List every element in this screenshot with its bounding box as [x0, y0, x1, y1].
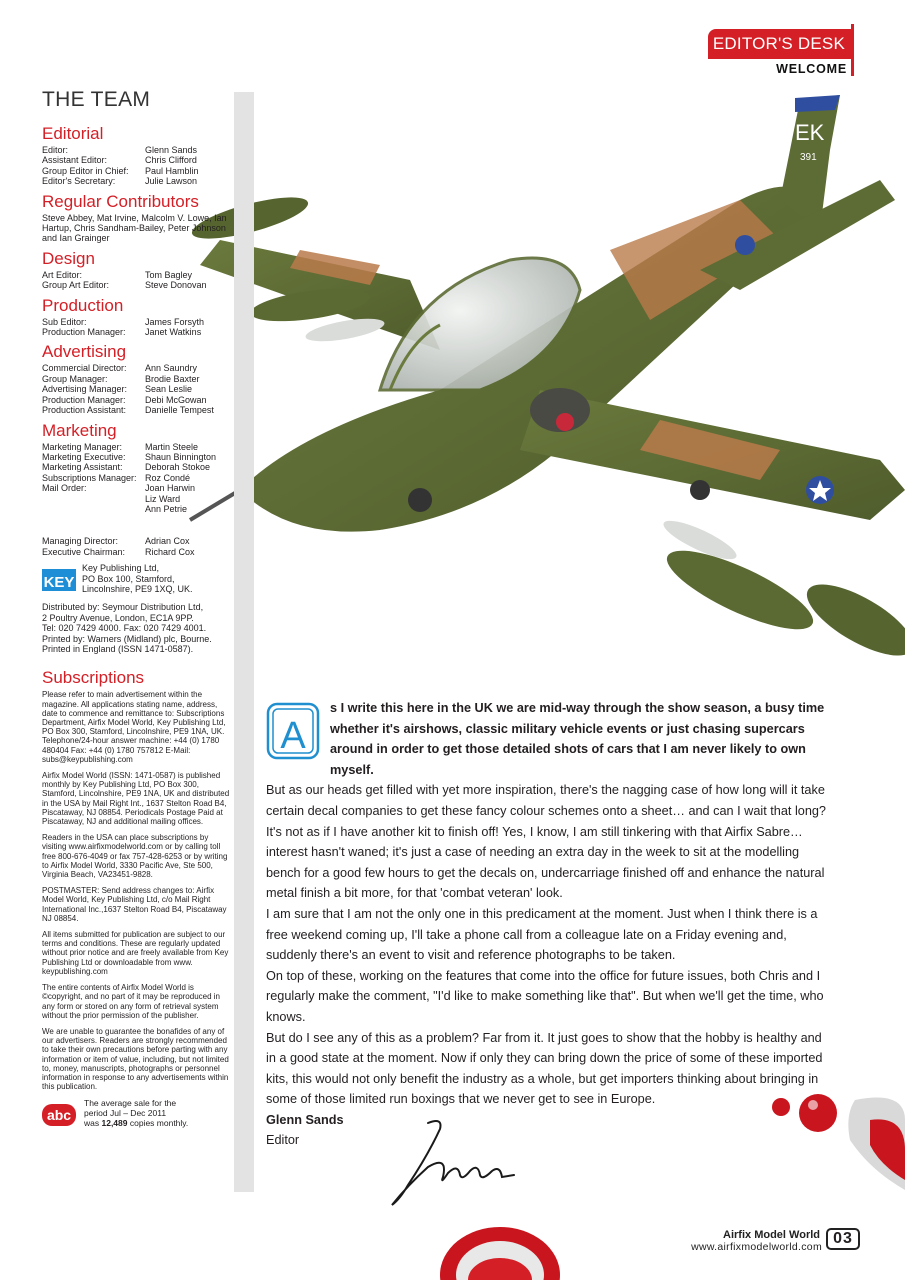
abc-logo: [42, 1104, 76, 1126]
staff-name: Roz Condé: [145, 472, 191, 483]
staff-row: [42, 317, 234, 327]
staff-name: Julie Lawson: [145, 176, 198, 187]
advertiser-disclaimer: We are unable to guarantee the bonafides of any of our advertisers. Readers are strongly recommended to take their own precautions before parting with any information or item of value, including, but not limited to, money, manuscripts, photographs or personnel information in response to any advertisements within this publication.: [42, 1026, 229, 1092]
article-paragraph: I am sure that I am not the only one in this predicament at the moment. Just when I think there is a free weekend coming up, I'll take a phone call from a colleague late on a Friday evening and, suddenly there's an event to visit and reference photographs to be taken.: [266, 906, 818, 963]
address-line: Lincolnshire, PE9 1XQ, UK.: [82, 583, 193, 594]
postmaster-info: POSTMASTER: Send address changes to: Airfix Model World, Key Publishing Ltd, c/o Mail Right International Inc.,1637 Stelton Road B4, Piscataway NJ 08854.: [42, 886, 227, 923]
copyright-notice: The entire contents of Airfix Model World is ©copyright, and no part of it may be reproduced in any form or stored on any form of retrieval system without the prior permission of the publisher.: [42, 983, 220, 1020]
marketing-heading: Marketing: [42, 420, 117, 440]
address-line: Key Publishing Ltd,: [82, 563, 160, 574]
editorial-article: [266, 698, 832, 1151]
staff-name: Liz Ward: [145, 493, 181, 504]
contributors-text: Steve Abbey, Mat Irvine, Malcolm V. Lowe, Ian Hartup, Chris Sandham-Bailey, Peter Johnson and Ian Grainger: [42, 212, 227, 244]
submission-terms: All items submitted for publication are subject to our terms and conditions. These are regularly updated without prior notice and are freely available from Key Publishing Ltd or downloadable from www. keypublishing.com: [42, 930, 229, 976]
address-line: PO Box 100, Stamford,: [82, 573, 175, 584]
staff-row: [42, 494, 234, 504]
staff-role: Production Assistant:: [42, 405, 127, 416]
section-subtitle: WELCOME: [776, 62, 847, 76]
staff-name: Joan Harwin: [145, 483, 196, 494]
staff-name: Danielle Tempest: [145, 405, 214, 416]
subscriptions-text: Please refer to main advertisement within the magazine. All applications stating name, address, date to commence and remittance to: Subscriptions Department, Airfix Model World, Key Publishing Ltd, PO Box 300, Stamford, Lincolnshire, PE9 1NA, UK. Telephone/24-hour answer machine: +44 (0) 1780 480404 Fax: +44 (0) 1780 757812 E-Mail: subs@keypublishing.com: [42, 690, 226, 764]
abc-line: The average sale for the: [84, 1098, 177, 1109]
staff-role: Editor's Secretary:: [42, 176, 116, 187]
svg-text:A: A: [280, 715, 306, 757]
advertising-heading: Advertising: [42, 342, 127, 362]
staff-row: [42, 462, 234, 472]
staff-row: [42, 384, 234, 394]
svg-text:KEY: KEY: [43, 574, 75, 592]
abc-line: period Jul – Dec 2011: [84, 1108, 167, 1119]
staff-row: [42, 547, 234, 557]
page-number: 03: [826, 1228, 860, 1250]
staff-row: [42, 483, 234, 493]
staff-row: [42, 442, 234, 452]
staff-row: [42, 270, 234, 280]
staff-role: Advertising Manager:: [42, 384, 128, 395]
staff-name: Steve Donovan: [145, 280, 207, 291]
tail-number: 391: [800, 152, 817, 163]
article-paragraph: But do I see any of this as a problem? Far from it. It just goes to show that the hobby is healthy and in a good state at the moment. Now if only they can bring down the price of some of these imported kits, this would not only benefit the industry as a whole, but get importers thinking about bringing in some of those limited run boxings that we never get to see in Europe.: [266, 1030, 823, 1107]
staff-row: [42, 363, 234, 373]
staff-name: Chris Clifford: [145, 155, 197, 166]
distribution-info: [42, 602, 234, 654]
staff-role: Subscriptions Manager:: [42, 472, 137, 483]
contributors-heading: Regular Contributors: [42, 191, 199, 211]
abc-line: [84, 1118, 188, 1128]
staff-row: [42, 155, 234, 165]
staff-name: Deborah Stokoe: [145, 462, 211, 473]
aircraft-model-photo: [180, 90, 905, 690]
staff-name: Janet Watkins: [145, 327, 202, 338]
staff-role: Marketing Assistant:: [42, 462, 123, 473]
staff-row: [42, 395, 234, 405]
staff-row: [42, 536, 234, 546]
tab-accent-line: [851, 24, 854, 76]
staff-role: Production Manager:: [42, 394, 126, 405]
team-title: THE TEAM: [42, 88, 151, 111]
footer-magazine-title: Airfix Model World: [723, 1229, 820, 1241]
staff-role: Sub Editor:: [42, 316, 87, 327]
staff-role: Commercial Director:: [42, 363, 127, 374]
dropcap-letter: [266, 702, 320, 760]
staff-role: Group Art Editor:: [42, 280, 110, 291]
staff-name: Shaun Binnington: [145, 451, 217, 462]
staff-role: Managing Director:: [42, 536, 119, 547]
distribution-line: Distributed by: Seymour Distribution Ltd,: [42, 602, 204, 613]
staff-row: [42, 176, 234, 186]
production-heading: Production: [42, 295, 124, 315]
advertising-list: [42, 363, 234, 415]
article-lead: s I write this here in the UK we are mid-way through the show season, a busy time whether it's airshows, classic military vehicle events or just chasing supercars around in order to get those detailed shots of cars that I am never likely to own myself.: [330, 701, 825, 777]
abc-text: [84, 1098, 188, 1128]
staff-name: Paul Hamblin: [145, 165, 199, 176]
abc-circulation-block: [42, 1098, 234, 1128]
author-role: Editor: [266, 1133, 300, 1148]
key-publishing-block: [42, 563, 234, 594]
staff-role: Editor:: [42, 145, 69, 155]
staff-name: Martin Steele: [145, 441, 199, 452]
staff-name: Glenn Sands: [145, 145, 198, 155]
staff-row: [42, 452, 234, 462]
staff-name: Richard Cox: [145, 546, 195, 557]
marketing-list: [42, 442, 234, 515]
staff-role: Group Manager:: [42, 373, 108, 384]
staff-row: [42, 280, 234, 290]
staff-name: Adrian Cox: [145, 536, 190, 547]
team-sidebar: [42, 88, 234, 1128]
staff-name: Debi McGowan: [145, 394, 207, 405]
staff-role: Group Editor in Chief:: [42, 165, 129, 176]
staff-name: Tom Bagley: [145, 269, 193, 280]
usa-subscriptions: Readers in the USA can place subscriptions by visiting www.airfixmodelworld.com or by calling toll free 800-676-4049 or fax 757-428-6253 or by writing to Airfix Model World, 3330 Pacific Ave, Ste 500, Virginia Beach, VA23451-9828.: [42, 833, 228, 880]
footer-url: www.airfixmodelworld.com: [691, 1241, 822, 1253]
staff-row: [42, 374, 234, 384]
editorial-list: [42, 145, 234, 187]
article-paragraph: But as our heads get filled with yet more inspiration, there's the nagging case of how long will it take certain decal companies to get these fancy colour schemes onto a sheet… and can I wait that long? It's not as if I have another kit to finish off! Yes, I know, I am still tinkering with that Airfix Sabre… interest hasn't waned; it's just a case of needing an extra day in the week to sit at the modelling bench for a good few hours to get the decals on, undercarriage finished off and enhance the natural metal finish a bit more, for that 'combat veteran' look.: [266, 783, 826, 901]
staff-row: [42, 327, 234, 337]
sidebar-divider-bar: [234, 92, 254, 1192]
staff-name: James Forsyth: [145, 316, 205, 327]
key-address: [82, 563, 193, 594]
staff-role: Marketing Executive:: [42, 451, 126, 462]
abc-prefix: was: [84, 1118, 102, 1129]
production-list: [42, 317, 234, 338]
design-heading: Design: [42, 248, 95, 268]
staff-name: Brodie Baxter: [145, 373, 200, 384]
directors-list: [42, 536, 234, 557]
design-list: [42, 270, 234, 291]
staff-row: [42, 166, 234, 176]
staff-role: [42, 504, 145, 514]
staff-role: Production Manager:: [42, 327, 126, 338]
distribution-line: Printed by: Warners (Midland) plc, Bourne.: [42, 633, 212, 644]
staff-row: [42, 473, 234, 483]
staff-row: [42, 145, 234, 155]
abc-suffix: copies monthly.: [127, 1118, 189, 1129]
abc-figure: 12,489: [101, 1118, 128, 1129]
publication-info: Airfix Model World (ISSN: 1471-0587) is published monthly by Key Publishing Ltd, PO Box 300, Stamford, Lincolnshire, PE9 1NA, UK and distributed in the USA by Mail Right Int., 1637 Stelton Road B4, Piscataway, NJ 08854. Periodicals Postage Paid at Piscataway, NJ and additional mailing offices.: [42, 771, 230, 827]
staff-role: Marketing Manager:: [42, 441, 123, 452]
staff-role: Executive Chairman:: [42, 546, 126, 557]
staff-role: Assistant Editor:: [42, 155, 108, 166]
staff-name: Sean Leslie: [145, 384, 193, 395]
staff-row: [42, 405, 234, 415]
svg-text:abc: abc: [46, 1107, 72, 1124]
staff-row: [42, 504, 234, 514]
editorial-heading: Editorial: [42, 124, 104, 143]
distribution-line: 2 Poultry Avenue, London, EC1A 9PP.: [42, 612, 194, 623]
staff-role: Art Editor:: [42, 269, 83, 280]
staff-name: Ann Saundry: [145, 363, 198, 374]
staff-name: Ann Petrie: [145, 503, 188, 514]
editors-desk-tab: EDITOR'S DESK: [708, 29, 851, 59]
staff-role: Mail Order:: [42, 483, 87, 494]
staff-role: [42, 494, 145, 504]
article-paragraph: On top of these, working on the features that come into the office for future issues, both Chris and I regularly make the comment, "I'd like to make something like that". But when we'll get the time, who knows.: [266, 968, 824, 1024]
subscriptions-heading: Subscriptions: [42, 668, 145, 688]
distribution-line: Tel: 020 7429 4000. Fax: 020 7429 4001.: [42, 623, 207, 634]
tail-code: EK: [795, 120, 825, 145]
distribution-line: Printed in England (ISSN 1471-0587).: [42, 644, 194, 654]
author-name: Glenn Sands: [266, 1112, 344, 1127]
key-publishing-logo: [42, 565, 76, 591]
